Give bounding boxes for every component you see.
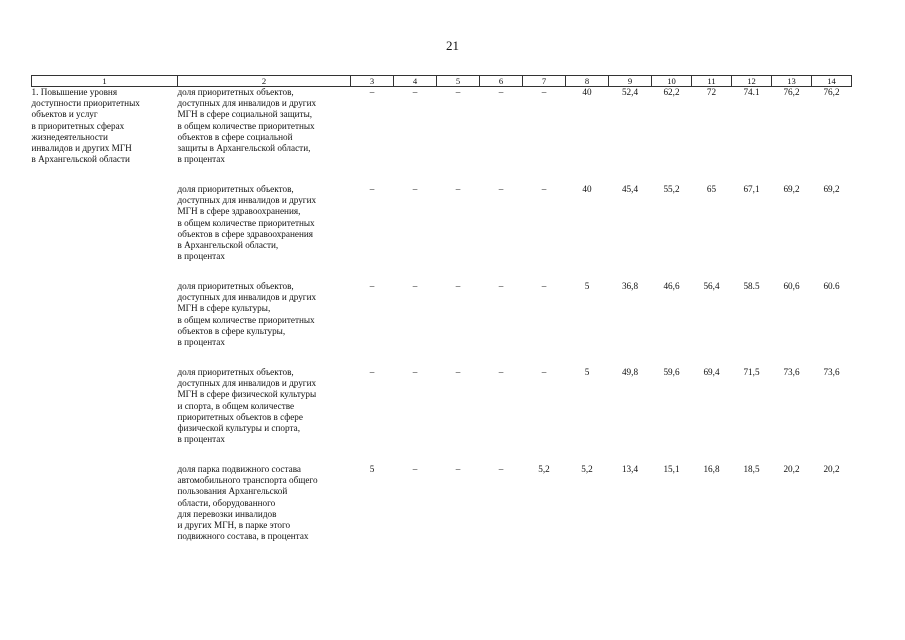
value-cell: 5,2 xyxy=(581,464,593,474)
header-row xyxy=(32,76,852,87)
indicator-cell: доля приоритетных объектов, доступных для инвалидов и других МГН в сфере физической культуры и спорта, в общем количестве приоритетных объектов в сфере физической культуры и спорта, в процентах xyxy=(177,367,317,445)
value-cell: 71,5 xyxy=(743,367,760,377)
column-header: 12 xyxy=(732,76,772,87)
column-header: 7 xyxy=(523,76,566,87)
value-cell: – xyxy=(412,367,418,377)
value-cell: 15,1 xyxy=(663,464,680,474)
value-cell: 69,2 xyxy=(783,184,800,194)
value-cell: 73,6 xyxy=(823,367,840,377)
direction-cell xyxy=(32,281,178,367)
column-header: 13 xyxy=(772,76,812,87)
direction-cell xyxy=(32,367,178,464)
value-cell: 60,6 xyxy=(783,281,800,291)
value-cell: 55,2 xyxy=(663,184,680,194)
column-header: 2 xyxy=(178,76,351,87)
value-cell: 69,2 xyxy=(823,184,840,194)
table-row xyxy=(32,281,852,367)
value-cell: 52,4 xyxy=(621,87,639,97)
value-cell: 76,2 xyxy=(823,87,840,97)
indicator-table xyxy=(31,75,852,564)
column-header: 5 xyxy=(437,76,480,87)
indicator-cell: доля приоритетных объектов, доступных для инвалидов и других МГН в сфере социальной защиты, в общем количестве приоритетных объектов в сфере социальной защиты в Архангельской области, в процентах xyxy=(177,87,317,165)
value-cell: 5 xyxy=(584,367,590,377)
column-header: 14 xyxy=(812,76,852,87)
value-cell: 67,1 xyxy=(743,184,760,194)
value-cell: 5 xyxy=(584,281,590,291)
value-cell: – xyxy=(369,367,375,377)
value-cell: – xyxy=(498,367,504,377)
value-cell: 45,4 xyxy=(621,184,639,194)
value-cell: 56,4 xyxy=(703,281,720,291)
column-header: 4 xyxy=(394,76,437,87)
value-cell: 60.6 xyxy=(823,281,840,291)
table-row xyxy=(32,367,852,464)
column-header: 1 xyxy=(32,76,178,87)
indicator-cell: доля приоритетных объектов, доступных для инвалидов и других МГН в сфере здравоохранения, в общем количестве приоритетных объектов в сфере здравоохранения в Архангельской области, в процентах xyxy=(177,184,317,262)
value-cell: 73,6 xyxy=(783,367,800,377)
value-cell: – xyxy=(498,464,504,474)
value-cell: – xyxy=(455,464,461,474)
value-cell: – xyxy=(455,184,461,194)
value-cell: 40 xyxy=(582,184,592,194)
value-cell: – xyxy=(541,87,547,97)
table-row xyxy=(32,87,852,185)
indicator-cell: доля парка подвижного состава автомобильного транспорта общего пользования Архангельской области, оборудованного для перевозки инвалидов и других МГН, в парке этого подвижного состава, в процентах xyxy=(177,464,318,542)
value-cell: 49,8 xyxy=(621,367,639,377)
value-cell: – xyxy=(412,281,418,291)
value-cell: 16,8 xyxy=(703,464,720,474)
value-cell: 5 xyxy=(369,464,375,474)
direction-cell: 1. Повышение уровня доступности приоритетных объектов и услуг в приоритетных сферах жизнедеятельности инвалидов и других МГН в Архангельской области xyxy=(31,87,140,165)
value-cell: – xyxy=(498,281,504,291)
column-header: 11 xyxy=(692,76,732,87)
value-cell: – xyxy=(498,184,504,194)
value-cell: 69,4 xyxy=(703,367,720,377)
value-cell: 59,6 xyxy=(663,367,680,377)
value-cell: 18,5 xyxy=(743,464,760,474)
column-header: 10 xyxy=(652,76,692,87)
value-cell: – xyxy=(541,367,547,377)
value-cell: – xyxy=(369,184,375,194)
direction-cell xyxy=(32,464,178,564)
value-cell: – xyxy=(455,281,461,291)
value-cell: – xyxy=(541,281,547,291)
value-cell: 5,2 xyxy=(538,464,550,474)
value-cell: 36,8 xyxy=(621,281,639,291)
column-header: 3 xyxy=(351,76,394,87)
value-cell: – xyxy=(369,281,375,291)
value-cell: 74.1 xyxy=(743,87,760,97)
value-cell: 76,2 xyxy=(783,87,800,97)
value-cell: 65 xyxy=(706,184,717,194)
direction-cell xyxy=(32,184,178,281)
value-cell: 40 xyxy=(582,87,592,97)
value-cell: – xyxy=(412,464,418,474)
value-cell: – xyxy=(498,87,504,97)
page-number: 21 xyxy=(446,38,459,53)
value-cell: – xyxy=(412,87,418,97)
value-cell: 58.5 xyxy=(743,281,760,291)
column-header: 6 xyxy=(480,76,523,87)
value-cell: – xyxy=(412,184,418,194)
value-cell: 62,2 xyxy=(663,87,680,97)
table-row xyxy=(32,464,852,564)
column-header: 9 xyxy=(609,76,652,87)
value-cell: 72 xyxy=(706,87,717,97)
value-cell: – xyxy=(369,87,375,97)
value-cell: 13,4 xyxy=(621,464,639,474)
value-cell: 20,2 xyxy=(783,464,800,474)
indicator-cell: доля приоритетных объектов, доступных для инвалидов и других МГН в сфере культуры, в общем количестве приоритетных объектов в сфере культуры, в процентах xyxy=(177,281,317,348)
value-cell: – xyxy=(455,367,461,377)
value-cell: – xyxy=(455,87,461,97)
table-row xyxy=(32,184,852,281)
column-header: 8 xyxy=(566,76,609,87)
value-cell: 20,2 xyxy=(823,464,840,474)
value-cell: – xyxy=(541,184,547,194)
value-cell: 46,6 xyxy=(663,281,680,291)
